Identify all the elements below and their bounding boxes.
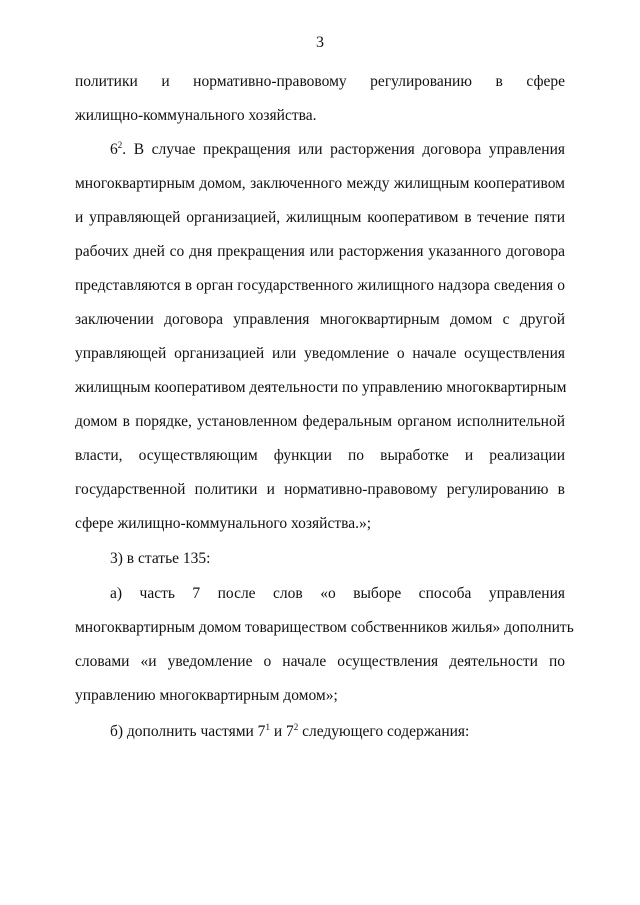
text-line: и управляющей организацией, жилищным кооперативом в течение пяти: [75, 209, 565, 226]
text-line: многоквартирным домом, заключенного между жилищным кооперативом: [75, 175, 565, 192]
text-line: В случае прекращения или расторжения договора управления: [133, 141, 565, 158]
text-line: сфере жилищно-коммунального хозяйства.»;: [75, 515, 372, 532]
text-line: многоквартирным домом товариществом собственников жилья» дополнить: [75, 619, 574, 636]
text-line: политики и нормативно-правовому регулированию в сфере: [75, 73, 565, 90]
list-item-3: 3) в статье 135:: [110, 550, 211, 567]
text-line: государственной политики и нормативно-правовому регулированию в: [75, 481, 565, 498]
text-line: управляющей организацией или уведомление о начале осуществления: [75, 345, 565, 362]
paragraph-6-2-first-line: [110, 140, 565, 160]
text-line: жилищным кооперативом деятельности по управлению многоквартирным: [75, 379, 567, 396]
text-line: представляются в орган государственного жилищного надзора сведения о: [75, 277, 565, 294]
text-line: словами «и уведомление о начале осуществления деятельности по: [75, 653, 565, 670]
paragraph-number: $6^2$.: [110, 140, 127, 158]
text-line: заключении договора управления многоквартирным домом с другой: [75, 311, 565, 328]
subitem-b-line: б) дополнить частями $7^1$ и $7^2$ следующего содержания:: [110, 722, 470, 740]
page-number: 3: [316, 34, 324, 51]
text-line: жилищно-коммунального хозяйства.: [75, 107, 317, 124]
text-line: управлению многоквартирным домом»;: [75, 687, 338, 704]
subitem-a-first-line: а) часть 7 после слов «о выборе способа управления: [110, 585, 565, 602]
text-line: власти, осуществляющим функции по выработке и реализации: [75, 447, 565, 464]
text-line: домом в порядке, установленном федеральным органом исполнительной: [75, 413, 565, 430]
text-line: рабочих дней со дня прекращения или расторжения указанного договора: [75, 243, 565, 260]
